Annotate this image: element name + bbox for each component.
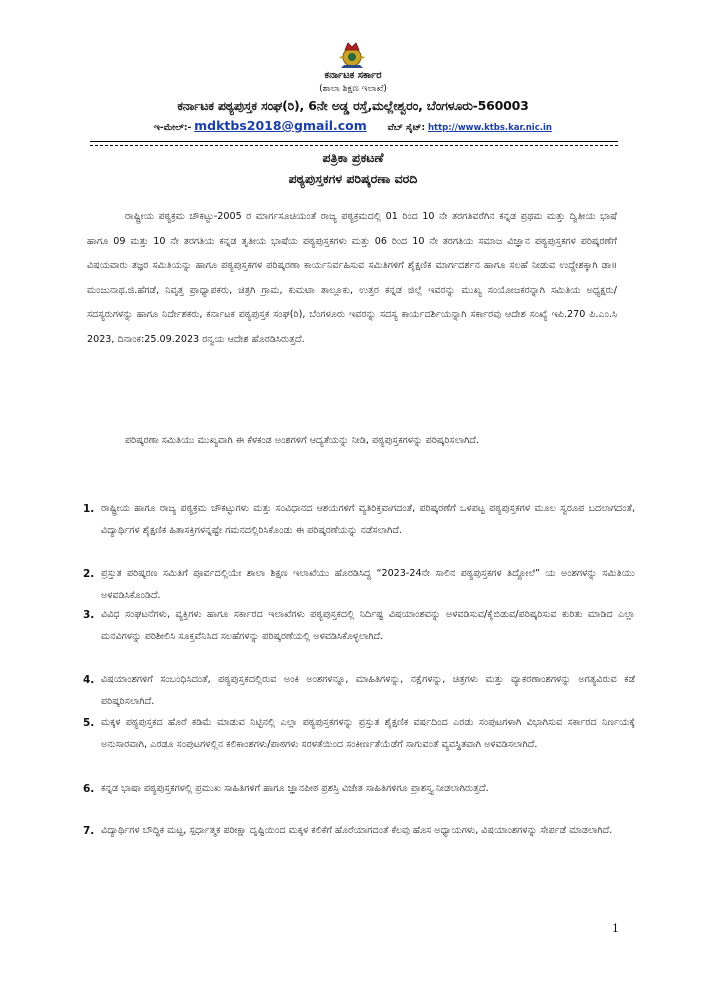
list-item-number: 2. (83, 568, 95, 580)
website-label: ವೆಬ್ ಸೈಟ್: (387, 123, 426, 133)
list-item (83, 498, 635, 542)
list-item (83, 604, 635, 648)
department-name: (ಶಾಲಾ ಶಿಕ್ಷಣ ಇಲಾಖೆ) (319, 84, 387, 94)
list-item-text: ವಿದ್ಯಾರ್ಥಿಗಳ ಬೌದ್ಧಿಕ ಮಟ್ಟ, ಸ್ಪರ್ಧಾತ್ಮಕ ಪರೀಕ್ಷಾ ದೃಷ್ಟಿಯಿಂದ ಮಕ್ಕಳ ಕಲಿಕೆಗೆ ಹೊರೆಯಾಗದಂತೆ ಕೆಲವು ಹೊಸ ಅಧ್ಯಾಯಗಳು, ವಿಷಯಾಂಶಗಳನ್ನು ಸೇರ್ಪಡೆ ಮಾಡಲಾಗಿದೆ. (101, 825, 613, 836)
priorities-paragraph: ಪರಿಷ್ಕರಣಾ ಸಮಿತಿಯು ಮುಖ್ಯವಾಗಿ ಈ ಕೆಳಕಂಡ ಅಂಶಗಳಿಗೆ ಆದ್ಯತೆಯನ್ನು ನೀಡಿ, ಪಠ್ಯಪುಸ್ತಕಗಳನ್ನು ಪರಿಷ್ಕರಿಸಲಾಗಿದೆ. (125, 435, 479, 446)
state-emblem-icon (335, 38, 369, 72)
email-label: ಇ-ಮೇಲ್:- (154, 123, 192, 133)
report-title: ಪಠ್ಯಪುಸ್ತಕಗಳ ಪರಿಷ್ಕರಣಾ ವರದಿ (288, 171, 418, 186)
website-link[interactable]: http://www.ktbs.kar.nic.in (427, 123, 552, 133)
email-link[interactable]: mdktbs2018@gmail.com (194, 118, 367, 133)
list-item-text: ವಿವಿಧ ಸಂಘಟನೆಗಳು, ವ್ಯಕ್ತಿಗಳು ಹಾಗೂ ಸರ್ಕಾರದ ಇಲಾಖೆಗಳು ಪಠ್ಯಪುಸ್ತಕದಲ್ಲಿ ನಿರ್ದಿಷ್ಟ ವಿಷಯಾಂಶವನ್ನು ಅಳವಡಿಸುವ/ಕೈಬಿಡುವ/ಪರಿಷ್ಕರಿಸುವ ಕುರಿತು ಮಾಡಿದ ಎಲ್ಲಾ ಮನವಿಗಳನ್ನು ಪರಿಶೀಲಿಸಿ ಸೂಕ್ತವೆನಿಸಿದ ಸಲಹೆಗಳನ್ನು ಪರಿಷ್ಕರಣೆಯಲ್ಲಿ ಅಳವಡಿಸಿಕೊಳ್ಳಲಾಗಿದೆ. (101, 609, 635, 642)
list-item-text: ಪ್ರಸ್ತುತ ಪರಿಷ್ಕರಣ ಸಮಿತಿಗೆ ಪೂರ್ವದಲ್ಲಿಯೇ ಶಾಲಾ ಶಿಕ್ಷಣ ಇಲಾಖೆಯು ಹೊರಡಿಸಿದ್ದ “2023-24ನೇ ಸಾಲಿನ ಪಠ್ಯಪುಸ್ತಕಗಳ ತಿದ್ದೋಲೆ” ಯ ಅಂಶಗಳನ್ನು ಸಮಿತಿಯು ಅಳವಡಿಸಿಕೊಂಡಿದೆ. (101, 568, 635, 601)
list-item-text: ಮಕ್ಕಳ ಪಠ್ಯಪುಸ್ತಕದ ಹೊರೆ ಕಡಿಮೆ ಮಾಡುವ ನಿಟ್ಟಿನಲ್ಲಿ ಎಲ್ಲಾ ಪಠ್ಯಪುಸ್ತಕಗಳನ್ನು ಪ್ರಸ್ತುತ ಶೈಕ್ಷಣಿಕ ವರ್ಷದಿಂದ ಎರಡು ಸಂಪುಟಗಳಾಗಿ ವಿಭಾಗಿಸುವ ಸರ್ಕಾರದ ನಿರ್ಣಯಕ್ಕೆ ಅನುಸಾರವಾಗಿ, ಎರಡೂ ಸಂಪುಟಗಳಲ್ಲಿನ ಕಲಿಕಾಂಶಗಳು/ಪಾಠಗಳು ಸರಳತೆಯಿಂದ ಸಂಕೀರ್ಣತೆಯೆಡೆಗೆ ಸಾಗುವಂತೆ ವ್ಯವಸ್ಥಿತವಾಗಿ ಅಳವಡಿಸಲಾಗಿದೆ. (101, 717, 635, 750)
list-item (83, 563, 635, 607)
list-item (83, 820, 635, 842)
contact-line (0, 118, 706, 133)
list-item (83, 669, 635, 713)
list-item-number: 1. (83, 503, 95, 515)
list-item-number: 4. (83, 674, 95, 686)
header-divider (90, 141, 618, 142)
intro-paragraph: ರಾಷ್ಟ್ರೀಯ ಪಠ್ಯಕ್ರಮ ಚೌಕಟ್ಟು-2005 ರ ಮಾರ್ಗಸೂಚಿಯಂತೆ ರಾಜ್ಯ ಪಠ್ಯಕ್ರಮದಲ್ಲಿ 01 ರಿಂದ 10 ನೇ ತರಗತಿವರೆಗಿನ ಕನ್ನಡ ಪ್ರಥಮ ಮತ್ತು ದ್ವಿತೀಯ ಭಾಷೆ ಹಾಗೂ 09 ಮತ್ತು 10 ನೇ ತರಗತಿಯ ಕನ್ನಡ ತೃತೀಯ ಭಾಷೆಯ ಪಠ್ಯಪುಸ್ತಕಗಳು ಮತ್ತು 06 ರಿಂದ 10 ನೇ ತರಗತಿಯ ಸಮಾಜ ವಿಜ್ಞಾನ ಪಠ್ಯಪುಸ್ತಕಗಳ ಪರಿಷ್ಕರಣೆಗೆ ವಿಷಯವಾರು ತಜ್ಞರ ಸಮಿತಿಯನ್ನು ಹಾಗೂ ಪಠ್ಯಪುಸ್ತಕಗಳ ಪರಿಷ್ಕರಣಾ ಕಾರ್ಯನಿರ್ವಹಿಸುವ ಸಮಿತಿಗಳಿಗೆ ಶೈಕ್ಷಣಿಕ ಮಾರ್ಗದರ್ಶನ ಹಾಗೂ ಸಲಹೆ ನೀಡುವ ಉದ್ದೇಶಕ್ಕಾಗಿ ಡಾ॥ ಮಂಜುನಾಥ.ಜಿ.ಹೆಗಡೆ, ನಿವೃತ್ತ ಪ್ರಾಧ್ಯಾಪಕರು, ಚಿತ್ರಗಿ ಗ್ರಾಮ, ಕುಮಟಾ ತಾಲ್ಲೂಕು, ಉತ್ತರ ಕನ್ನಡ ಜಿಲ್ಲೆ ಇವರನ್ನು ಮುಖ್ಯ ಸಂಯೋಜಕರನ್ನಾಗಿ ಸಮಿತಿಯ ಅಧ್ಯಕ್ಷರು/ಸದಸ್ಯರುಗಳನ್ನು ಹಾಗೂ ನಿರ್ದೇಶಕರು, ಕರ್ನಾಟಕ ಪಠ್ಯಪುಸ್ತಕ ಸಂಘ(ರಿ), ಬೆಂಗಳೂರು ಇವರನ್ನು ಸದಸ್ಯ ಕಾರ್ಯದರ್ಶಿಯನ್ನಾಗಿ ಸರ್ಕಾರವು ಆದೇಶ ಸಂಖ್ಯೆ ಇಪಿ.270 ಪಿ.ಎಂ.ಸಿ 2023, ದಿನಾಂಕ:25.09.2023 ರನ್ವಯ ಆದೇಶ ಹೊರಡಿಸಿರುತ್ತದೆ. (87, 211, 617, 345)
press-release-title: ಪತ್ರಿಕಾ ಪ್ರಕಟಣೆ (322, 150, 384, 165)
list-item-number: 7. (83, 825, 95, 837)
list-item-text: ವಿಷಯಾಂಶಗಳಿಗೆ ಸಂಬಂಧಿಸಿದಂತೆ, ಪಠ್ಯಪುಸ್ತಕದಲ್ಲಿರುವ ಅಂಕಿ ಅಂಶಗಳನ್ನೂ, ಮಾಹಿತಿಗಳನ್ನು, ನಕ್ಷೆಗಳನ್ನು, ಚಿತ್ರಗಳು ಮತ್ತು ವ್ಯಾಕರಣಾಂಶಗಳನ್ನು ಅಗತ್ಯವಿರುವ ಕಡೆ ಪರಿಷ್ಕರಿಸಲಾಗಿದೆ. (101, 674, 635, 707)
list-item (83, 778, 635, 800)
header-divider-dashed (90, 145, 618, 146)
page-number: 1 (612, 922, 619, 935)
list-item-number: 5. (83, 717, 95, 729)
list-item-text: ರಾಷ್ಟ್ರೀಯ ಹಾಗೂ ರಾಜ್ಯ ಪಠ್ಯಕ್ರಮ ಚೌಕಟ್ಟುಗಳು ಮತ್ತು ಸಂವಿಧಾನದ ಆಶಯಗಳಿಗೆ ವ್ಯತಿರಿಕ್ತವಾಗದಂತೆ, ಪರಿಷ್ಕರಣೆಗೆ ಒಳಪಟ್ಟ ಪಠ್ಯಪುಸ್ತಕಗಳ ಮೂಲ ಸ್ವರೂಪ ಬದಲಾಗದಂತೆ, ವಿದ್ಯಾರ್ಥಿಗಳ ಶೈಕ್ಷಣಿಕ ಹಿತಾಸಕ್ತಿಗಳನ್ನಷ್ಟೇ ಗಮನದಲ್ಲಿರಿಸಿಕೊಂಡು ಈ ಪರಿಷ್ಕರಣೆಯನ್ನು ನಡೆಸಲಾಗಿದೆ. (101, 503, 635, 536)
list-item-number: 6. (83, 783, 95, 795)
list-item-text: ಕನ್ನಡ ಭಾಷಾ ಪಠ್ಯಪುಸ್ತಕಗಳಲ್ಲಿ ಪ್ರಮುಖ ಸಾಹಿತಿಗಳಿಗೆ ಹಾಗೂ ಜ್ಞಾನಪೀಠ ಪ್ರಶಸ್ತಿ ವಿಜೇತ ಸಾಹಿತಿಗಳಿಗೂ ಪ್ರಾಶಸ್ತ್ಯ ನೀಡಲಾಗಿರುತ್ತದೆ. (101, 783, 489, 794)
list-item (83, 712, 635, 756)
list-item-number: 3. (83, 609, 95, 621)
organization-address: ಕರ್ನಾಟಕ ಪಠ್ಯಪುಸ್ತಕ ಸಂಘ(ರಿ), 6ನೇ ಅಡ್ಡ ರಸ್ತೆ,ಮಲ್ಲೇಶ್ವರಂ, ಬೆಂಗಳೂರು-560003 (177, 98, 529, 113)
government-name: ಕರ್ನಾಟಕ ಸರ್ಕಾರ (324, 70, 382, 81)
